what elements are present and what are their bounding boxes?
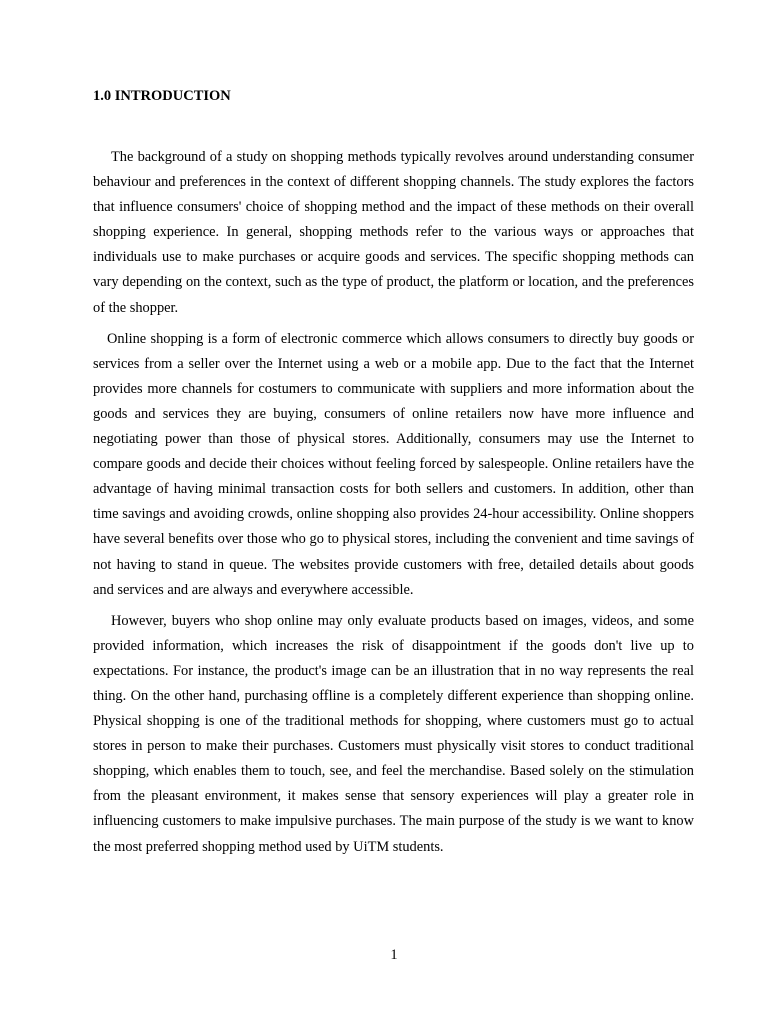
paragraph-background: The background of a study on shopping methods typically revolves around understanding consumer behaviour and preferences in the context of different shopping channels. The study explores the factors that influence consumers' choice of shopping method and the impact of these methods on their overall shopping experience. In general, shopping methods refer to the various ways or approaches that individuals use to make purchases or acquire goods and services. The specific shopping methods can vary depending on the context, such as the type of product, the platform or location, and the preferences of the shopper. <box>93 149 694 316</box>
paragraph-online-shopping: Online shopping is a form of electronic commerce which allows consumers to directly buy goods or services from a seller over the Internet using a web or a mobile app. Due to the fact that the Internet provides more channels for costumers to communicate with suppliers and more information about the goods and services they are buying, consumers of online retailers now have more influence and negotiating power than those of physical stores. Additionally, consumers may use the Internet to compare goods and decide their choices without feeling forced by salespeople. Online retailers have the advantage of having minimal transaction costs for both sellers and customers. In addition, other than time savings and avoiding crowds, online shopping also provides 24-hour accessibility. Online shoppers have several benefits over those who go to physical stores, including the convenient and time savings of not having to stand in queue. The websites provide customers with free, detailed details about goods and services and are always and everywhere accessible. <box>93 330 694 598</box>
paragraph-physical-shopping: However, buyers who shop online may only evaluate products based on images, videos, and some provided information, which increases the risk of disappointment if the goods don't live up to expectations. For instance, the product's image can be an illustration that in no way represents the real thing. On the other hand, purchasing offline is a completely different experience than shopping online. Physical shopping is one of the traditional methods for shopping, where customers must go to actual stores in person to make their purchases. Customers must physically visit stores to conduct traditional shopping, which enables them to touch, see, and feel the merchandise. Based solely on the stimulation from the pleasant environment, it makes sense that sensory experiences will play a greater role in influencing customers to make impulsive purchases. The main purpose of the study is we want to know the most preferred shopping method used by UiTM students. <box>93 612 694 855</box>
page-number: 1 <box>390 947 398 963</box>
body-text <box>93 145 694 866</box>
section-heading: 1.0 INTRODUCTION <box>93 88 231 104</box>
